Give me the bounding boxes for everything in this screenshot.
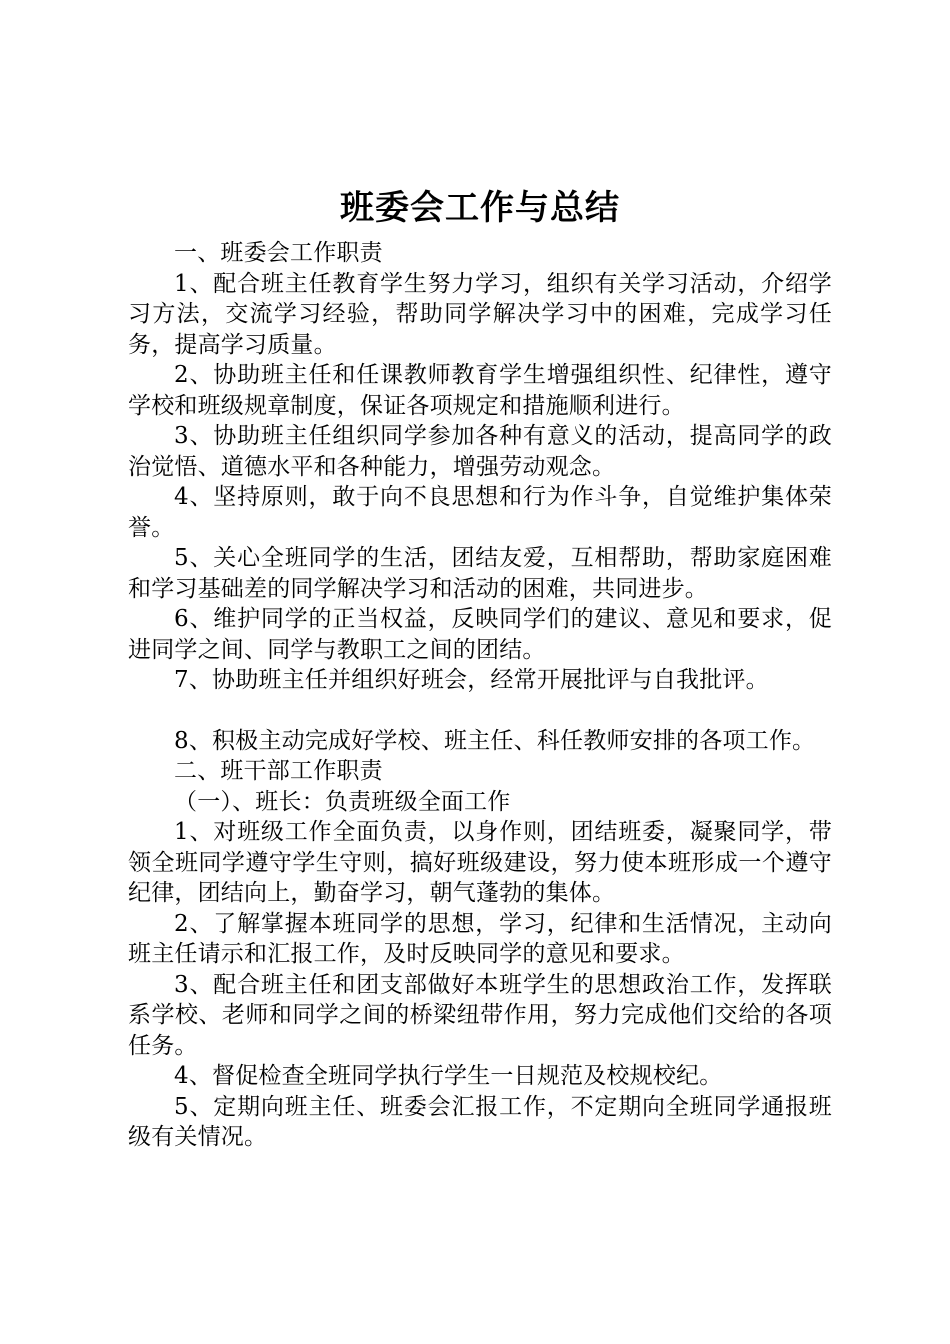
paragraph-item: 3、协助班主任组织同学参加各种有意义的活动，提高同学的政治觉悟、道德水平和各种能力，增强劳动观念。 (128, 423, 832, 480)
paragraph-item: 2、协助班主任和任课教师教育学生增强组织性、纪律性，遵守学校和班级规章制度，保证各项规定和措施顺利进行。 (128, 362, 832, 419)
paragraph-item: 1、配合班主任教育学生努力学习，组织有关学习活动，介绍学习方法，交流学习经验，帮助同学解决学习中的困难，完成学习任务，提高学习质量。 (128, 270, 832, 358)
paragraph-item: 4、督促检查全班同学执行学生一日规范及校规校纪。 (174, 1063, 723, 1089)
paragraph-item: 5、定期向班主任、班委会汇报工作，不定期向全班同学通报班级有关情况。 (128, 1093, 832, 1150)
paragraph-item: 7、协助班主任并组织好班会，经常开展批评与自我批评。 (174, 667, 769, 693)
paragraph-item: 4、坚持原则，敢于向不良思想和行为作斗争，自觉维护集体荣誉。 (128, 484, 832, 541)
paragraph-item: 8、积极主动完成好学校、班主任、科任教师安排的各项工作。 (174, 727, 816, 754)
document-title: 班委会工作与总结 (340, 188, 620, 228)
paragraph-item: 3、配合班主任和团支部做好本班学生的思想政治工作，发挥联系学校、老师和同学之间的桥梁纽带作用，努力完成他们交给的各项任务。 (128, 971, 832, 1059)
paragraph-item: 6、维护同学的正当权益，反映同学们的建议、意见和要求，促进同学之间、同学与教职工之间的团结。 (128, 606, 832, 663)
paragraph-item: 5、关心全班同学的生活，团结友爱，互相帮助，帮助家庭困难和学习基础差的同学解决学习和活动的困难，共同进步。 (128, 545, 832, 602)
section-heading-committee: 一、班委会工作职责 (174, 240, 383, 266)
paragraph-item: 2、了解掌握本班同学的思想，学习，纪律和生活情况，主动向班主任请示和汇报工作，及时反映同学的意见和要求。 (128, 910, 832, 967)
document-page (128, 182, 832, 1153)
subsection-heading-monitor: （一）、班长：负责班级全面工作 (174, 788, 511, 815)
section-heading-cadres: 二、班干部工作职责 (174, 758, 383, 784)
paragraph-item: 1、对班级工作全面负责，以身作则，团结班委，凝聚同学，带领全班同学遵守学生守则，搞好班级建设，努力使本班形成一个遵守纪律，团结向上，勤奋学习，朝气蓬勃的集体。 (128, 819, 832, 906)
